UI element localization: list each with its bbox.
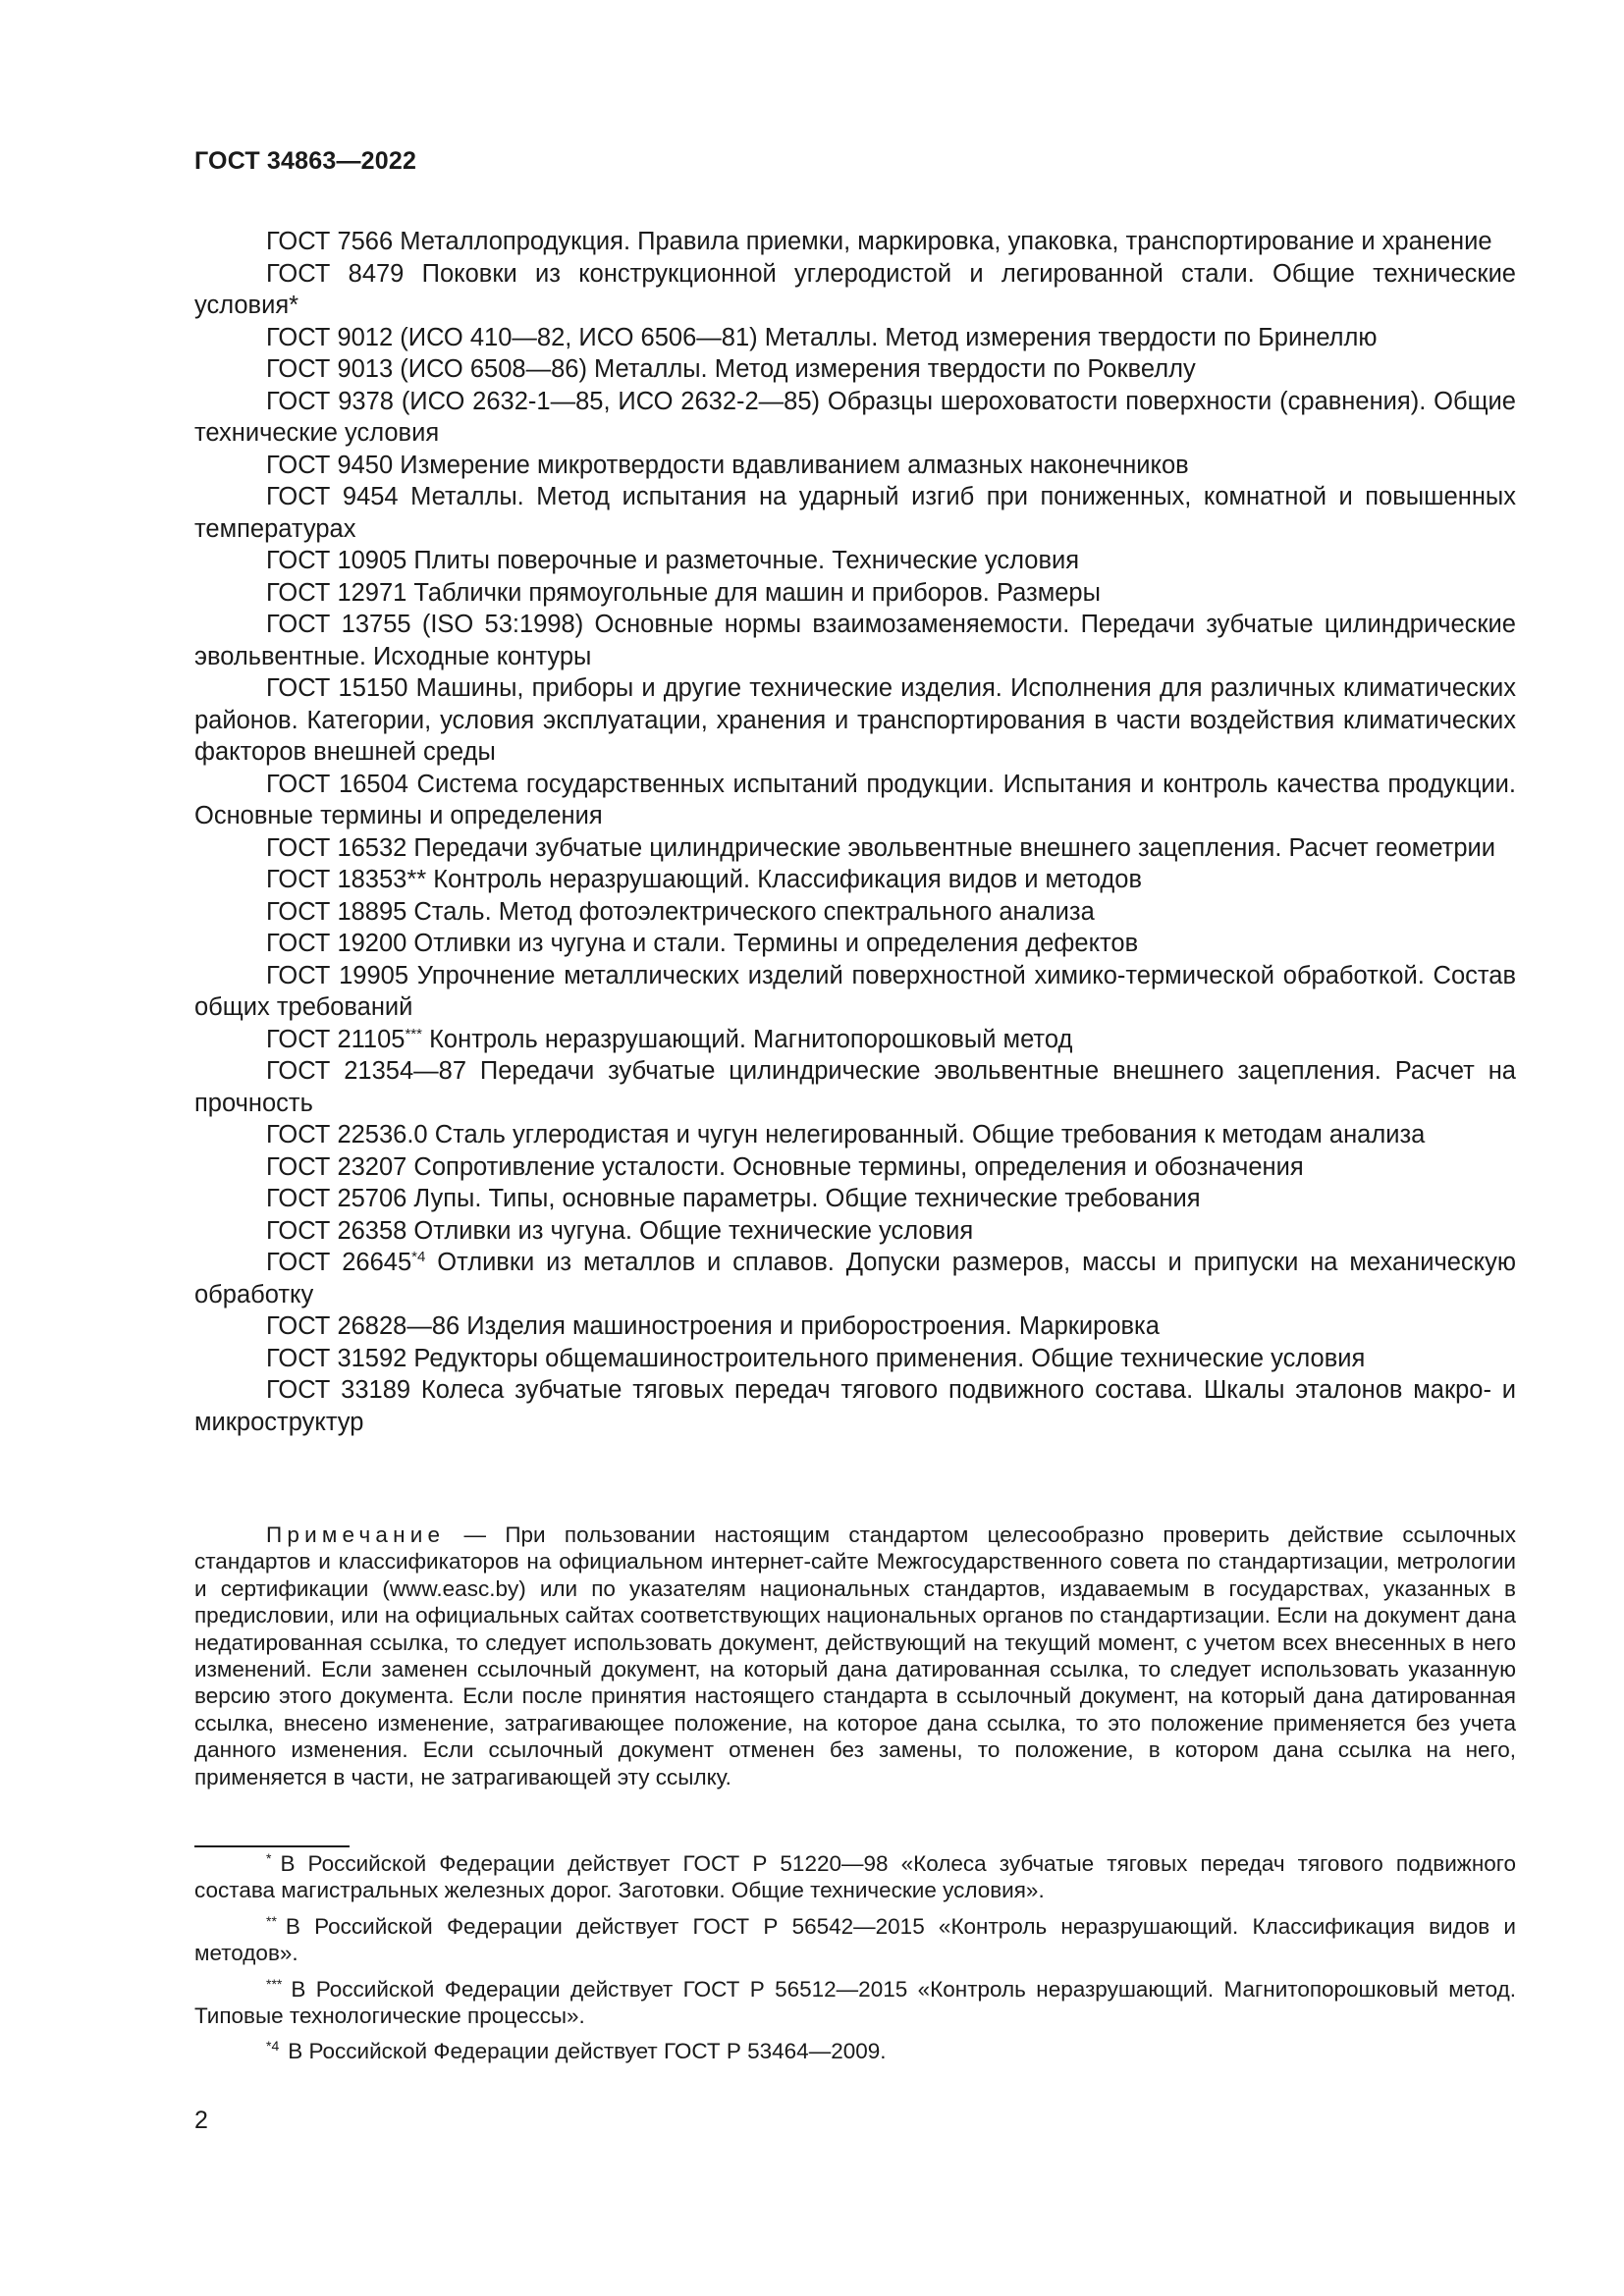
- footnotes: [194, 1850, 1516, 2074]
- footnote: [194, 1976, 1516, 2030]
- note-paragraph: [194, 1522, 1516, 1790]
- reference-item: ГОСТ 9012 (ИСО 410—82, ИСО 6506—81) Металлы. Метод измерения твердости по Бринеллю: [266, 323, 1378, 351]
- reference-item: ГОСТ 22536.0 Сталь углеродистая и чугун нелегированный. Общие требования к методам анализа: [266, 1121, 1426, 1148]
- footnote-mark: *: [266, 1850, 272, 1866]
- reference-item: ГОСТ 9450 Измерение микротвердости вдавливанием алмазных наконечников: [266, 451, 1189, 479]
- footnote-mark: *4: [266, 2038, 280, 2055]
- footnote-text: В Российской Федерации действует ГОСТ Р 56512—2015 «Контроль неразрушающий. Магнитопорошковый метод. Типовые технологические процессы».: [194, 1976, 1516, 2029]
- reference-title: Отливки из металлов и сплавов. Допуски размеров, массы и припуски на механическую обработку: [194, 1249, 1516, 1308]
- reference-item: ГОСТ 31592 Редукторы общемашиностроительного применения. Общие технические условия: [266, 1344, 1366, 1372]
- reference-item: ГОСТ 25706 Лупы. Типы, основные параметры. Общие технические требования: [266, 1185, 1201, 1212]
- reference-item: ГОСТ 7566 Металлопродукция. Правила приемки, маркировка, упаковка, транспортирование и хранение: [266, 228, 1492, 255]
- reference-item: ГОСТ 9378 (ИСО 2632-1—85, ИСО 2632-2—85) Образцы шероховатости поверхности (сравнения). Общие технические условия: [194, 387, 1516, 447]
- footnote-mark: ***: [266, 1975, 283, 1992]
- reference-code: ГОСТ 26645: [266, 1249, 412, 1276]
- reference-item: ГОСТ 12971 Таблички прямоугольные для машин и приборов. Размеры: [266, 578, 1101, 607]
- reference-item: ГОСТ 19905 Упрочнение металлических изделий поверхностной химико-термической обработкой. Состав общих требований: [194, 961, 1516, 1021]
- page-header: ГОСТ 34863—2022: [194, 147, 417, 175]
- reference-item: ГОСТ 9013 (ИСО 6508—86) Металлы. Метод измерения твердости по Роквеллу: [266, 355, 1196, 383]
- reference-item: [194, 1024, 1516, 1056]
- footnote: [194, 2038, 1516, 2064]
- footnote-text: В Российской Федерации действует ГОСТ Р 56542—2015 «Контроль неразрушающий. Классификация видов и методов».: [194, 1913, 1516, 1966]
- footnote-mark: ***: [405, 1025, 422, 1042]
- reference-item: ГОСТ 33189 Колеса зубчатые тяговых передач тягового подвижного состава. Шкалы эталонов макро- и микроструктур: [194, 1376, 1516, 1436]
- footnote: [194, 1913, 1516, 1967]
- reference-item: [194, 1247, 1516, 1310]
- reference-item: ГОСТ 10905 Плиты поверочные и разметочные. Технические условия: [266, 547, 1080, 574]
- reference-item: ГОСТ 16504 Система государственных испытаний продукции. Испытания и контроль качества продукции. Основные термины и определения: [194, 770, 1516, 829]
- reference-item: ГОСТ 19200 Отливки из чугуна и стали. Термины и определения дефектов: [266, 930, 1139, 957]
- reference-item: ГОСТ 13755 (ISO 53:1998) Основные нормы взаимозаменяемости. Передачи зубчатые цилиндрические эвольвентные. Исходные контуры: [194, 611, 1516, 670]
- reference-item: ГОСТ 26828—86 Изделия машиностроения и приборостроения. Маркировка: [266, 1312, 1160, 1340]
- reference-title: Контроль неразрушающий. Магнитопорошковый метод: [429, 1025, 1073, 1053]
- reference-item: ГОСТ 18353** Контроль неразрушающий. Классификация видов и методов: [266, 866, 1143, 893]
- footnote-divider: [194, 1845, 350, 1847]
- footnote-mark: **: [266, 1912, 277, 1929]
- reference-item: ГОСТ 26358 Отливки из чугуна. Общие технические условия: [266, 1216, 974, 1245]
- reference-item: ГОСТ 15150 Машины, приборы и другие технические изделия. Исполнения для различных климатических районов. Категории, условия эксплуатации, хранения и транспортирования в части воздействия климатических факторов внешней среды: [194, 674, 1516, 766]
- footnote-mark: *4: [411, 1249, 426, 1265]
- footnote-text: В Российской Федерации действует ГОСТ Р 53464—2009.: [288, 2039, 887, 2064]
- reference-item: ГОСТ 16532 Передачи зубчатые цилиндрические эвольвентные внешнего зацепления. Расчет геометрии: [266, 833, 1496, 862]
- reference-item: ГОСТ 23207 Сопротивление усталости. Основные термины, определения и обозначения: [266, 1152, 1304, 1181]
- note-text: — При пользовании настоящим стандартом целесообразно проверить действие ссылочных стандартов и классификаторов на официальном интернет-сайте Межгосударственного совета по стандартизации, метрологии и сертификации (www.easc.by) или по указателям национальных стандартов, издаваемым в государствах, указанных в предисловии, или на официальных сайтах соответствующих национальных органов по стандартизации. Если на документ дана недатированная ссылка, то следует использовать документ, действующий на текущий момент, с учетом всех внесенных в него изменений. Если заменен ссылочный документ, на который дана датированная ссылка, то следует использовать указанную версию этого документа. Если после принятия настоящего стандарта в ссылочный документ, на который дана датированная ссылка, внесено изменение, затрагивающее положение, на которое дана ссылка, то это положение применяется без учета данного изменения. Если ссылочный документ отменен без замены, то положение, в котором дана ссылка на него, применяется в части, не затрагивающей эту ссылку.: [194, 1522, 1516, 1789]
- page-number: 2: [194, 2107, 208, 2134]
- reference-item: ГОСТ 8479 Поковки из конструкционной углеродистой и легированной стали. Общие технические условия*: [194, 259, 1516, 319]
- reference-item: ГОСТ 9454 Металлы. Метод испытания на ударный изгиб при пониженных, комнатной и повышенных температурах: [194, 483, 1516, 543]
- footnote: [194, 1850, 1516, 1904]
- reference-item: ГОСТ 18895 Сталь. Метод фотоэлектрического спектрального анализа: [266, 897, 1095, 926]
- footnote-text: В Российской Федерации действует ГОСТ Р 51220—98 «Колеса зубчатые тяговых передач тягового подвижного состава магистральных железных дорог. Заготовки. Общие технические условия».: [194, 1851, 1516, 1903]
- normative-references-list: [194, 226, 1516, 1438]
- note-label: Примечание: [266, 1522, 446, 1547]
- reference-code: ГОСТ 21105: [266, 1025, 406, 1053]
- reference-item: ГОСТ 21354—87 Передачи зубчатые цилиндрические эвольвентные внешнего зацепления. Расчет на прочность: [194, 1057, 1516, 1117]
